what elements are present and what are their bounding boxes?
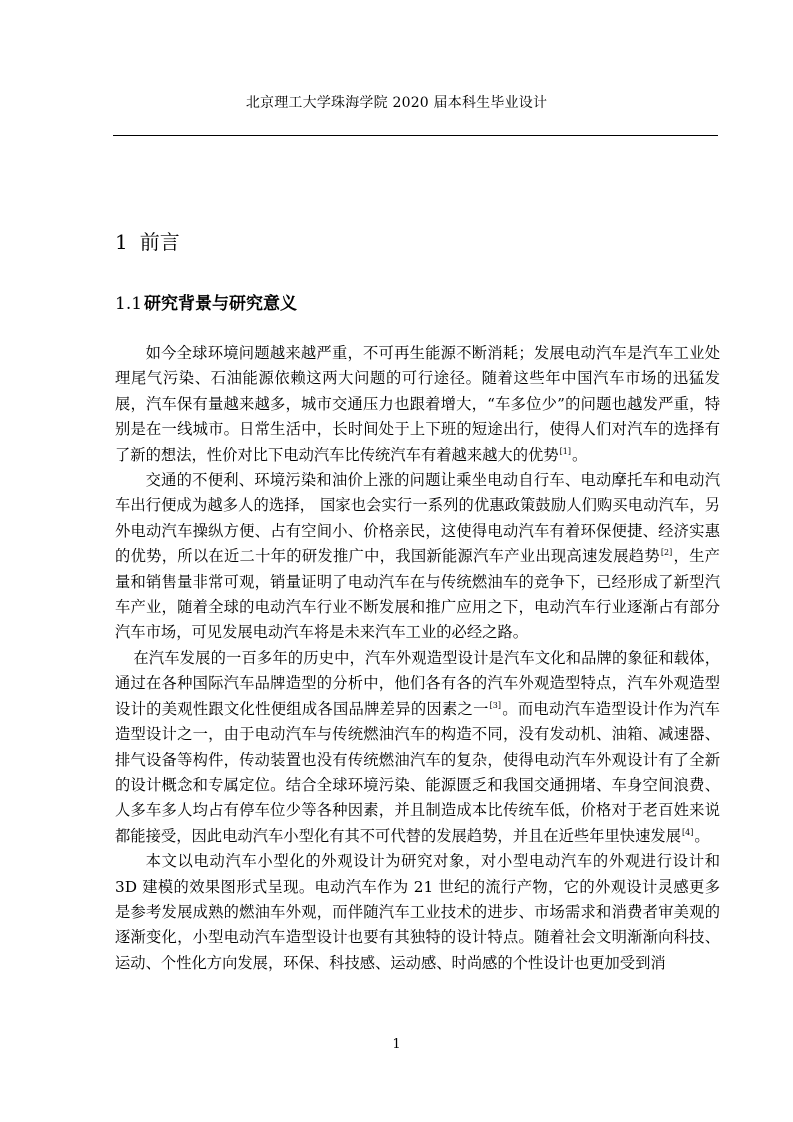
paragraph-text: 。 — [694, 826, 710, 845]
paragraph-text: ，生产量和销售量非常可观，销量证明了电动汽车在与传统燃油车的竞争下，已经形成了新型汽车产业，随着全球的电动汽车行业不断发展和推广应用之下，电动汽车行业逐渐占有部分汽车市场，可见发展电动汽车将是未来汽车工业的必经之路。 — [115, 547, 720, 642]
citation-marker: [2] — [660, 548, 673, 558]
paragraph-text: 。而电动汽车造型设计作为汽车造型设计之一，由于电动汽车与传统燃油汽车的构造不同，没有发动机、油箱、减速器、排气设备等构件，传动装置也没有传统燃油汽车的复杂，使得电动汽车外观设计有了全新的设计概念和专属定位。结合全球环境污染、能源匮乏和我国交通拥堵、车身空间浪费、人多车多人均占有停车位少等各种因素，并且制造成本比传统车低，价格对于老百姓来说都能接受，因此电动汽车小型化有其不可代替的发展趋势，并且在近些年里快速发展 — [115, 699, 720, 845]
paragraph-text: 如今全球环境问题越来越严重，不可再生能源不断消耗；发展电动汽车是汽车工业处理尾气污染、石油能源依赖这两大问题的可行途径。随着这些年中国汽车市场的迅猛发展，汽车保有量越来越多，城市交通压力也跟着增大，“车多位少”的问题也越发严重，特别是在一线城市。日常生活中，长时间处于上下班的短途出行，使得人们对汽车的选择有了新的想法，性价对比下电动汽车比传统汽车有着越来越大的优势 — [115, 344, 720, 464]
section-title — [115, 289, 297, 314]
chapter-title — [115, 226, 180, 255]
header-rule — [113, 135, 718, 136]
paragraph-2 — [115, 468, 720, 646]
paragraph-text: 。 — [571, 445, 588, 464]
paragraph-3 — [115, 646, 720, 849]
chapter-number: 1 — [115, 230, 128, 254]
paragraph-text: 在汽车发展的一百多年的历史中，汽车外观造型设计是汽车文化和品牌的象征和载体，通过在各种国际汽车品牌造型的分析中，他们各有各的汽车外观造型特点，汽车外观造型设计的美观性跟文化性便组成各国品牌差异的因素之一 — [115, 648, 720, 718]
running-header: 北京理工大学珠海学院 2020 届本科生毕业设计 — [245, 95, 548, 111]
section-number: 1.1 — [115, 294, 143, 314]
citation-marker: [1] — [559, 446, 571, 456]
paragraph-4 — [115, 849, 720, 976]
section-title-text: 研究背景与研究意义 — [144, 294, 298, 314]
paragraph-1 — [115, 341, 720, 468]
body-text — [115, 341, 720, 976]
paragraph-text: 交通的不便利、环境污染和油价上涨的问题让乘坐电动自行车、电动摩托车和电动汽车出行便成为越多人的选择， 国家也会实行一系列的优惠政策鼓励人们购买电动汽车，另外电动汽车操纵方便、占有空间小、价格亲民，这使得电动汽车有着环保便捷、经济实惠的优势，所以在近二十年的研发推广中，我国新能源汽车产业出现高速发展趋势 — [115, 471, 720, 566]
paragraph-text: 本文以电动汽车小型化的外观设计为研究对象，对小型电动汽车的外观进行设计和 3D 建模的效果图形式呈现。电动汽车作为 21 世纪的流行产物，它的外观设计灵感更多是参考发展成熟的燃油车外观，而伴随汽车工业技术的进步、市场需求和消费者审美观的逐渐变化，小型电动汽车造型设计也要有其独特的设计特点。随着社会文明渐渐向科技、运动、个性化方向发展，环保、科技感、运动感、时尚感的个性设计也更加受到消 — [115, 852, 720, 972]
page-number: 1 — [392, 1037, 401, 1052]
citation-marker: [4] — [682, 827, 694, 837]
citation-marker: [3] — [489, 700, 502, 710]
chapter-title-text: 前言 — [139, 230, 180, 254]
